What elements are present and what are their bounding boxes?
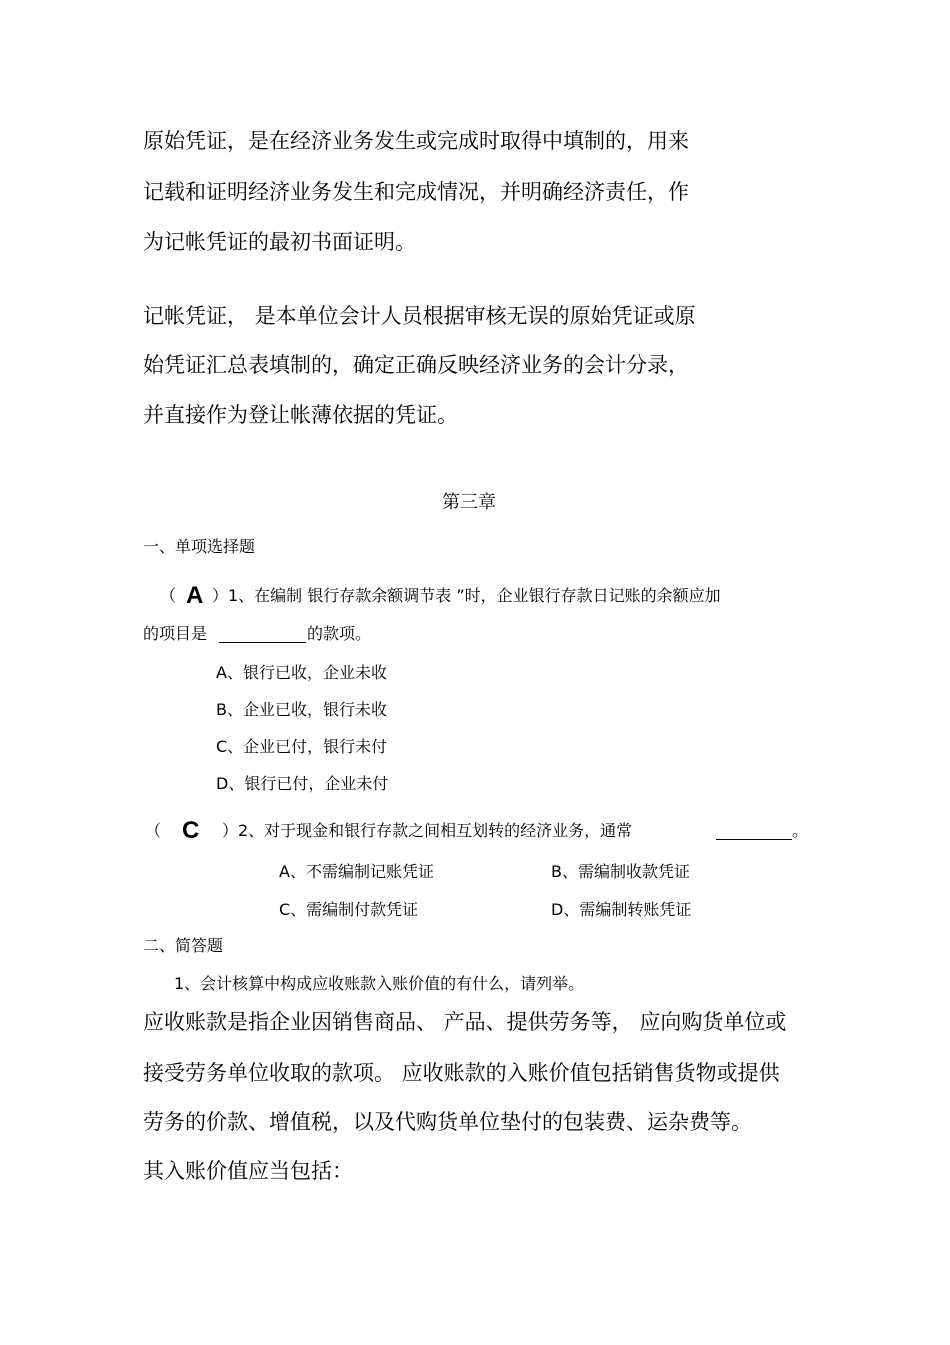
short-question-1: 1、会计核算中构成应收账款入账价值的有什么，请列举。 bbox=[174, 974, 585, 993]
q2-open-paren: （ bbox=[145, 821, 162, 840]
q1-stem-line1: ）1、在编制 银行存款余额调节表 ”时，企业银行存款日记账的余额应加 bbox=[212, 586, 721, 605]
q1-stem-line2-post: 的款项。 bbox=[307, 624, 372, 643]
q1-blank bbox=[219, 642, 306, 643]
q1-stem-line2-pre: 的项目是 bbox=[143, 624, 208, 643]
q1-option-c: C、企业已付，银行未付 bbox=[216, 737, 388, 756]
section-title-short-answer: 二、简答题 bbox=[143, 936, 224, 955]
answer-line2: 接受劳务单位收取的款项。 应收账款的入账价值包括销售货物或提供 bbox=[143, 1061, 780, 1085]
para1-line2: 记载和证明经济业务发生和完成情况，并明确经济责任，作 bbox=[143, 180, 689, 204]
q1-option-d: D、银行已付，企业未付 bbox=[216, 774, 389, 793]
para1-line3: 为记帐凭证的最初书面证明。 bbox=[143, 230, 416, 254]
answer-line3: 劳务的价款、增值税，以及代购货单位垫付的包装费、运杂费等。 bbox=[143, 1110, 752, 1134]
para2-line3: 并直接作为登让帐薄依据的凭证。 bbox=[143, 403, 458, 427]
q1-option-a: A、银行已收，企业未收 bbox=[216, 663, 387, 682]
q2-answer: C bbox=[182, 817, 200, 844]
q2-option-b: B、需编制收款凭证 bbox=[551, 862, 690, 881]
q2-option-c: C、需编制付款凭证 bbox=[279, 900, 419, 919]
section-title-single-choice: 一、单项选择题 bbox=[143, 537, 256, 556]
para1-line1: 原始凭证，是在经济业务发生或完成时取得中填制的，用来 bbox=[143, 129, 689, 153]
q2-stem: ）2、对于现金和银行存款之间相互划转的经济业务，通常 bbox=[222, 821, 633, 840]
q2-end: 。 bbox=[792, 821, 809, 840]
q1-open-paren: （ bbox=[160, 586, 177, 605]
q2-option-a: A、不需编制记账凭证 bbox=[279, 862, 434, 881]
q2-option-d: D、需编制转账凭证 bbox=[551, 900, 692, 919]
answer-line4: 其入账价值应当包括： bbox=[143, 1159, 353, 1183]
para2-line2: 始凭证汇总表填制的，确定正确反映经济业务的会计分录， bbox=[143, 353, 689, 377]
q1-answer: A bbox=[186, 582, 204, 609]
q2-blank bbox=[716, 839, 792, 840]
answer-line1: 应收账款是指企业因销售商品、 产品、提供劳务等， 应向购货单位或 bbox=[143, 1010, 787, 1034]
chapter-title: 第三章 bbox=[442, 492, 496, 513]
para2-line1: 记帐凭证， 是本单位会计人员根据审核无误的原始凭证或原 bbox=[143, 304, 696, 328]
q1-option-b: B、企业已收，银行未收 bbox=[216, 700, 387, 719]
